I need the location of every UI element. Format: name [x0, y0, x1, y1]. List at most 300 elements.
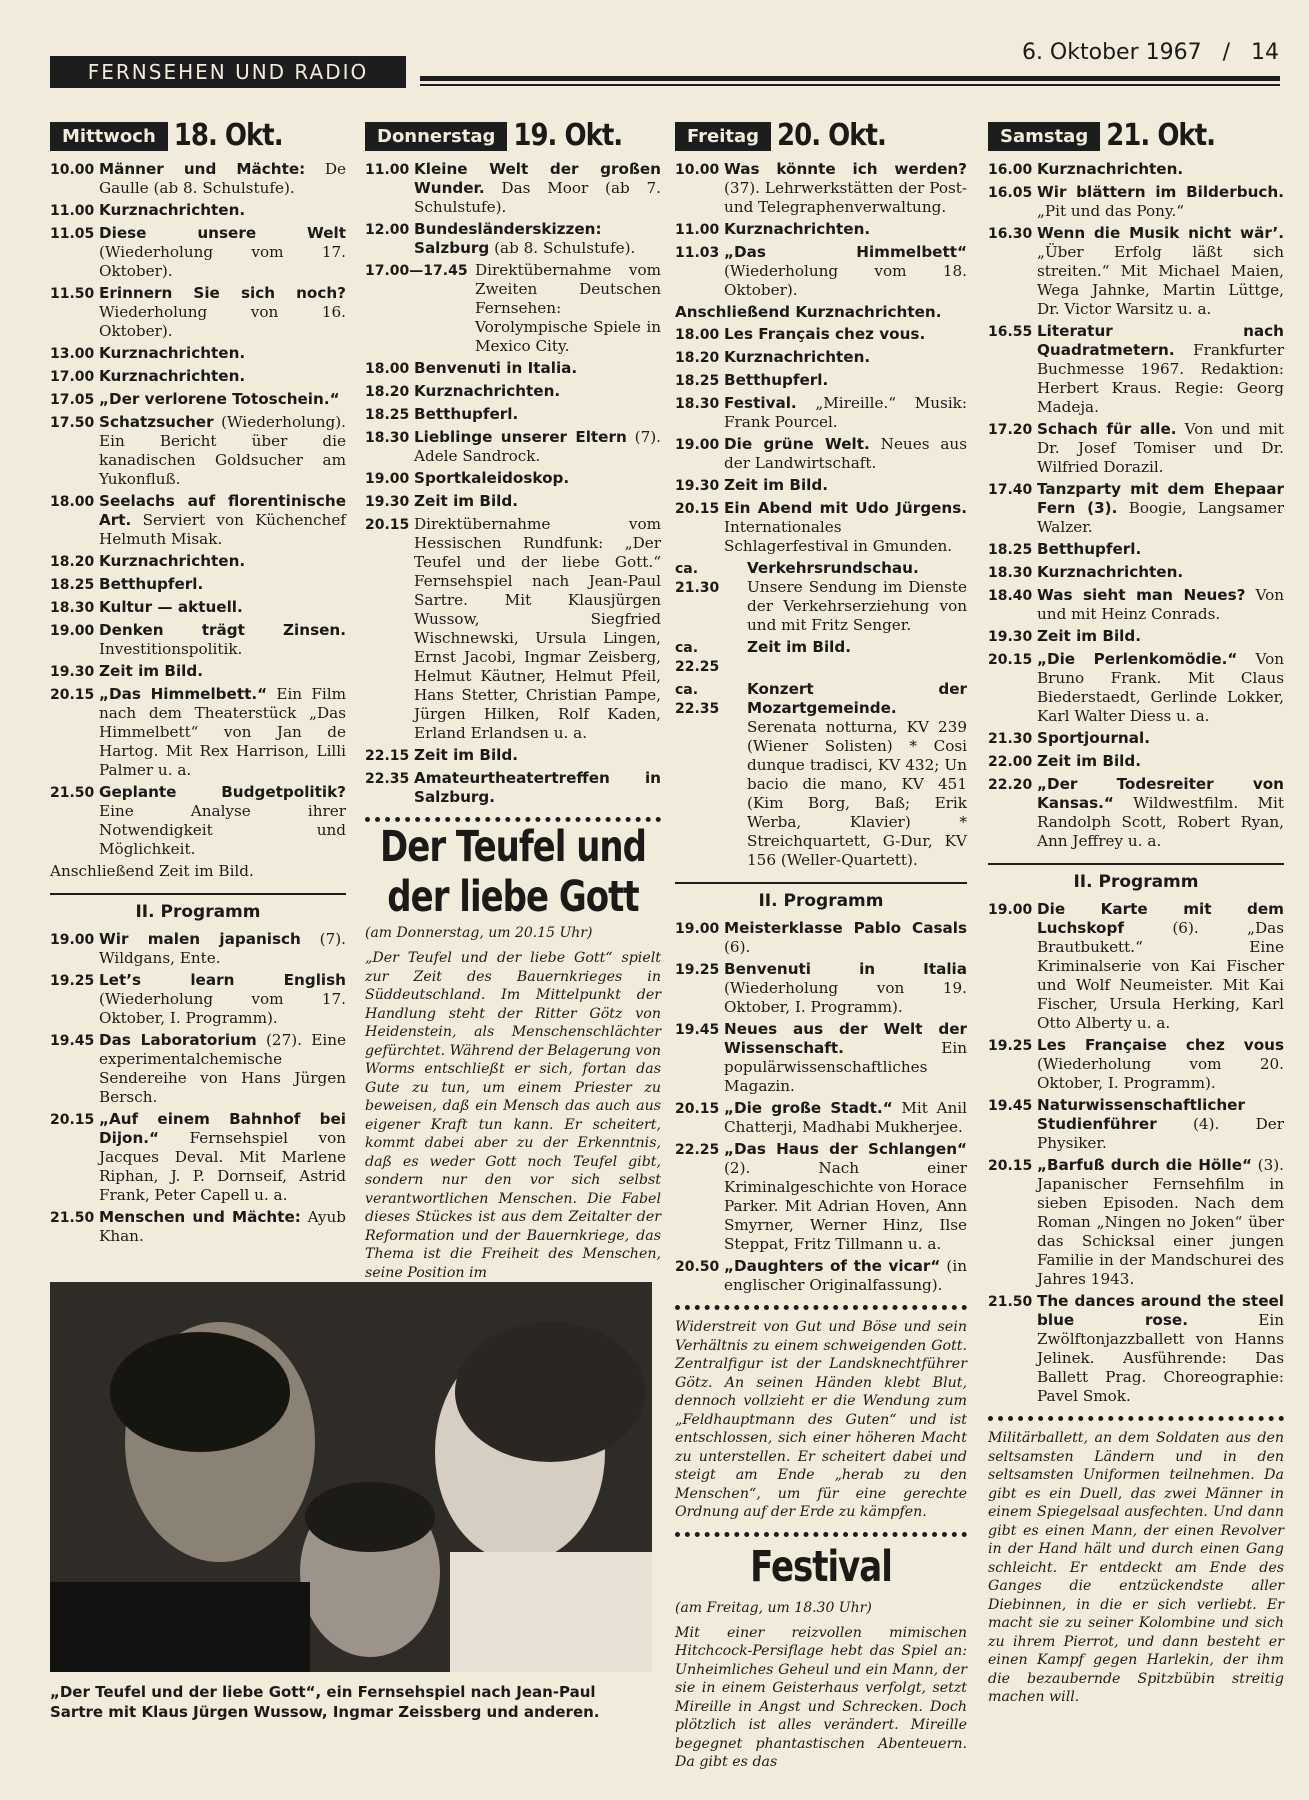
entry-text [99, 662, 346, 682]
entry-time: 20.15 [365, 517, 410, 533]
entry-description: De Gaulle (ab 8. Schulstufe). [99, 160, 346, 197]
program-entry [50, 662, 346, 682]
entry-time: 19.25 [988, 1038, 1033, 1054]
headline-line-2: der liebe Gott [387, 872, 639, 922]
program-entry [50, 930, 346, 968]
entry-text [724, 1099, 967, 1137]
program-entry [675, 919, 967, 957]
program-entry [675, 638, 967, 677]
program-entry [675, 680, 967, 870]
program-entry [50, 685, 346, 780]
entry-title: Wir blättern im Bilderbuch. [1037, 183, 1284, 201]
entry-title: Zeit im Bild. [414, 492, 519, 510]
program-entry [365, 746, 661, 766]
program-entry [675, 559, 967, 635]
entry-title: Die Karte mit dem Luchskopf [1037, 900, 1284, 937]
after-note [675, 303, 967, 322]
entry-time: 21.30 [988, 731, 1033, 747]
program-entry [675, 243, 967, 300]
entry-time: 19.30 [50, 664, 95, 680]
entry-description: (27). Eine experimentalchemische Sendereihe von Hans Jürgen Bersch. [99, 1031, 347, 1106]
festival-headline: Festival [750, 1541, 892, 1592]
day-name: Mittwoch [50, 122, 168, 151]
entry-title: Betthupferl. [99, 575, 204, 593]
entry-title: „Das Himmelbett.“ [99, 685, 268, 703]
entry-title: Seelachs auf florentinische Art. [99, 492, 346, 529]
entry-description: Ayub Khan. [99, 1208, 347, 1245]
program-entry [988, 160, 1284, 180]
entry-text [1037, 563, 1284, 583]
entry-time: 19.30 [988, 629, 1033, 645]
entry-title: Benvenuti in Italia. [414, 359, 578, 377]
entry-description: (Wiederholung vom 18. Oktober). [724, 262, 967, 299]
entry-text [99, 575, 346, 595]
program-entry [50, 1110, 346, 1205]
program-entry [988, 586, 1284, 624]
entry-title: „Das Haus der Schlangen“ [724, 1140, 967, 1158]
entry-description: Von und mit Heinz Conrads. [1037, 586, 1285, 623]
program-entry [675, 394, 967, 432]
program-entry [365, 492, 661, 512]
entry-text [724, 348, 967, 368]
program-entry [50, 201, 346, 221]
entry-title: Kurznachrichten. [99, 552, 246, 570]
entry-title: Sportjournal. [1037, 729, 1150, 747]
program-entry [675, 960, 967, 1017]
program-entry [365, 469, 661, 489]
program-entry [365, 261, 661, 356]
entry-time: 18.00 [365, 361, 410, 377]
entry-time: 19.45 [675, 1022, 720, 1038]
program-entry [365, 220, 661, 258]
day-name: Freitag [675, 122, 771, 151]
entry-time: 17.00 [50, 369, 95, 385]
entry-time: 20.50 [675, 1259, 720, 1275]
entry-time: 22.20 [988, 777, 1033, 793]
entry-time: 18.00 [50, 494, 95, 510]
program-entry [675, 348, 967, 368]
program-entry [50, 160, 346, 198]
dotted-divider [675, 1305, 967, 1310]
entry-title: „Das Himmelbett“ [724, 243, 967, 261]
entry-time: 20.15 [675, 501, 720, 517]
section-masthead [50, 56, 406, 88]
entry-time: 22.35 [365, 771, 410, 787]
entry-text [724, 160, 967, 217]
program-entry [50, 783, 346, 859]
entry-title: Les Française chez vous [1037, 1036, 1284, 1054]
entry-description: „Mireille.“ Musik: Frank Pourcel. [724, 394, 967, 431]
program-entry [50, 575, 346, 595]
program-entry [988, 1292, 1284, 1406]
entry-description: Internationales Schlagerfestival in Gmunden. [724, 518, 953, 555]
entry-title: Wir malen japanisch [99, 930, 301, 948]
entry-description: „Pit und das Pony.“ [1037, 202, 1185, 220]
entry-description: Ein populärwissenschaftliches Magazin. [724, 1039, 967, 1095]
entry-time: ca. 21.30 [675, 561, 720, 596]
entry-time: 18.20 [365, 384, 410, 400]
entry-time: 19.00 [988, 902, 1033, 918]
entry-title: Benvenuti in Italia [724, 960, 967, 978]
program-entry [50, 344, 346, 364]
entry-description: Das Moor (ab 7. Schulstufe). [414, 179, 661, 216]
entry-description: Unsere Sendung im Dienste der Verkehrserziehung von und mit Fritz Senger. [747, 578, 967, 634]
entry-text [1037, 540, 1284, 560]
entry-title: Naturwissenschaftlicher Studienführer [1037, 1096, 1245, 1133]
program-entry [50, 367, 346, 387]
column-donnerstag [365, 118, 661, 1282]
entry-title: Zeit im Bild. [724, 476, 829, 494]
entry-description: (Wiederholung). Ein Bericht über die kanadischen Goldsucher am Yukonfluß. [99, 413, 346, 488]
entry-text [99, 413, 346, 489]
entry-time: 19.30 [675, 478, 720, 494]
entry-title: Wenn die Musik nicht wär’. [1037, 224, 1284, 242]
after-note-text: Anschließend Kurznachrichten. [675, 303, 942, 321]
entry-text [724, 919, 967, 957]
entry-text [1037, 1036, 1284, 1093]
program-entry [50, 552, 346, 572]
program-entry [365, 359, 661, 379]
entry-text [724, 1020, 967, 1096]
entry-text [99, 552, 346, 572]
program-entry [365, 382, 661, 402]
column-mittwoch [50, 118, 346, 1249]
entry-text [99, 685, 346, 780]
day-date: 20. Okt. [777, 118, 886, 153]
program-entry [988, 627, 1284, 647]
entry-text [724, 960, 967, 1017]
entry-time: 19.00 [50, 623, 95, 639]
entry-description: (2). Nach einer Kriminalgeschichte von Horace Parker. Mit Adrian Hoven, Ann Smyrner, Werner Hinz, Ilse Steppat, Fritz Tillmann u. a. [724, 1159, 967, 1253]
day-header [365, 118, 661, 154]
photo-illustration [50, 1282, 652, 1672]
entry-time: 17.00—17.45 [365, 263, 468, 279]
entry-text [99, 367, 346, 387]
entry-text [1037, 627, 1284, 647]
entry-description: Serviert von Küchenchef Helmuth Misak. [99, 511, 346, 548]
entry-text [414, 428, 661, 466]
entry-title: Neues aus der Welt der Wissenschaft. [724, 1020, 967, 1057]
scene-photo [50, 1282, 652, 1672]
program-entry [988, 563, 1284, 583]
festival-body: Mit einer reizvollen mimischen Hitchcock-Persiflage hebt das Spiel an: Unheimliches Geheul und ein Mann, der sie in einem Geisterhaus verfolgt, setzt Mireille in Angst und Schrecken. Doch plötzlich ist alles verändert. Mireille begegnet phantastischen Abenteuern. Da gibt es das [675, 1624, 967, 1770]
entry-text [414, 515, 661, 743]
entry-time: 19.45 [50, 1033, 95, 1049]
program-entry [365, 769, 661, 807]
entry-text [724, 1140, 967, 1254]
entry-title: „Barfuß durch die Hölle“ [1037, 1156, 1253, 1174]
entry-description: Serenata notturna, KV 239 (Wiener Solisten) * Cosi dunque tradisci, KV 432; Un bacio die mano, KV 451 (Kim Borg, Baß; Erik Werba, Klavier) * Streichquartett, G-Dur, KV 156 (Weller-Quartett). [747, 718, 967, 869]
entry-title: Kleine Welt der großen Wunder. [414, 160, 661, 197]
entry-text [414, 382, 661, 402]
program-entry [675, 435, 967, 473]
after-note: Anschließend Zeit im Bild. [50, 862, 254, 880]
entry-text [414, 405, 661, 425]
entry-time: 18.20 [50, 554, 95, 570]
entry-title: „Die große Stadt.“ [724, 1099, 893, 1117]
column-freitag [675, 118, 967, 1772]
entry-title: „Auf einem Bahnhof bei Dijon.“ [99, 1110, 346, 1147]
entry-time: 20.15 [988, 652, 1033, 668]
program-entry [675, 371, 967, 391]
entry-description: (in englischer Originalfassung). [724, 1257, 967, 1294]
festival-subhead: (am Freitag, um 18.30 Uhr) [675, 1599, 872, 1616]
entry-text [1037, 183, 1284, 221]
entry-title: Bundesländerskizzen: Salzburg [414, 220, 602, 257]
entry-description: (Wiederholung vom 17. Oktober). [99, 243, 346, 280]
entry-text [1037, 586, 1284, 624]
entry-title: Kurznachrichten. [724, 220, 871, 238]
entry-description: (ab 8. Schulstufe). [494, 239, 636, 257]
entry-time: 19.30 [365, 494, 410, 510]
entry-description: (3). Japanischer Fernsehfilm in sieben Episoden. Nach dem Roman „Ningen no Joken“ über das Schicksal einer jungen Familie in der Mandschurei des Jahres 1943. [1037, 1156, 1284, 1288]
entry-description: (Wiederholung von 19. Oktober, I. Programm). [724, 979, 967, 1016]
entry-text [724, 220, 967, 240]
program-entry [50, 971, 346, 1028]
entry-text [99, 783, 346, 859]
program-entry [675, 160, 967, 217]
program-entry [675, 1099, 967, 1137]
entry-text [99, 621, 346, 659]
entry-description: (4). Der Physiker. [1037, 1115, 1285, 1152]
entry-description: „Über Erfolg läßt sich streiten.“ Mit Michael Maien, Wega Jahnke, Martin Lüttge, Dr. Victor Warsitz u. a. [1037, 243, 1284, 318]
entry-title: „Daughters of the vicar“ [724, 1257, 941, 1275]
program-entry [365, 160, 661, 217]
dotted-divider [988, 1416, 1284, 1421]
program-entry [50, 621, 346, 659]
entry-title: Betthupferl. [1037, 540, 1142, 558]
entry-text [1037, 1156, 1284, 1289]
entry-title: Kultur — aktuell. [99, 598, 243, 616]
entry-text [724, 371, 967, 391]
entry-time: 22.00 [988, 754, 1033, 770]
entry-text [414, 492, 661, 512]
program2-header: II. Programm [50, 893, 346, 922]
program-entry [988, 1156, 1284, 1289]
program-entry [50, 224, 346, 281]
program-entry [675, 325, 967, 345]
entry-time: 19.45 [988, 1098, 1033, 1114]
entry-title: Amateurtheatertreffen in Salzburg. [414, 769, 661, 806]
entry-description: (Wiederholung vom 20. Oktober, I. Programm). [1037, 1055, 1284, 1092]
program-entry [675, 220, 967, 240]
program-entry [50, 390, 346, 410]
entry-title: Erinnern Sie sich noch? [99, 284, 346, 302]
program-entry [988, 729, 1284, 749]
entry-title: The dances around the steel blue rose. [1037, 1292, 1284, 1329]
entry-text [414, 469, 661, 489]
program-entry [50, 492, 346, 549]
entry-time: 12.00 [365, 222, 410, 238]
program-entry [988, 420, 1284, 477]
entry-time: 20.15 [50, 1112, 95, 1128]
entry-title: Kurznachrichten. [99, 367, 246, 385]
entry-text [747, 680, 967, 870]
program-entry [365, 405, 661, 425]
entry-text [99, 1031, 346, 1107]
entry-time: 19.25 [50, 973, 95, 989]
program-entry [365, 515, 661, 743]
article-body-continued: Widerstreit von Gut und Böse und sein Verhältnis zu einem schweigenden Gott. Zentralfigur ist der Landsknechtführer Götz. An seinen Händen klebt Blut, dennoch vollzieht er die Wendung zum „Feldhauptmann des Guten“ und ist entschlossen, sich einer höheren Macht zu unterstellen. Er scheitert dabei und steigt am Ende „herab zu den Menschen“, um für eine gerechte Ordnung auf der Erde zu kämpfen. [675, 1319, 967, 1520]
entry-title: Schatzsucher [99, 413, 214, 431]
entry-time: 17.20 [988, 422, 1033, 438]
entry-text [99, 224, 346, 281]
entry-time: 18.25 [988, 542, 1033, 558]
entry-text [1037, 1096, 1284, 1153]
entry-time: 11.03 [675, 245, 720, 261]
program-entry [675, 476, 967, 496]
header-rule [420, 76, 1280, 81]
entry-time: 17.05 [50, 392, 95, 408]
entry-title: Literatur nach Quadratmetern. [1037, 322, 1284, 359]
entry-description: (7). Wildgans, Ente. [99, 930, 346, 967]
entry-title: Kurznachrichten. [99, 201, 246, 219]
entry-text [1037, 322, 1284, 417]
entry-text [99, 284, 346, 341]
entry-description: (Wiederholung vom 17. Oktober, I. Programm). [99, 990, 346, 1027]
entry-time: 19.00 [675, 437, 720, 453]
entry-time: 20.15 [50, 687, 95, 703]
entry-time: 18.25 [675, 373, 720, 389]
entry-title: Kurznachrichten. [99, 344, 246, 362]
entry-description: Mit Anil Chatterji, Madhabi Mukherjee. [724, 1099, 967, 1136]
program-entry [50, 413, 346, 489]
entry-text [1037, 480, 1284, 537]
entry-time: 16.00 [988, 162, 1033, 178]
program-entry [675, 1020, 967, 1096]
program-entry [675, 499, 967, 556]
day-date: 21. Okt. [1106, 118, 1216, 153]
entry-description: Ein Zwölftonjazzballett von Hanns Jelinek. Ausführende: Das Ballett Prag. Choreographie: Pavel Smok. [1037, 1311, 1285, 1405]
entry-text [99, 1110, 346, 1205]
entry-text [1037, 752, 1284, 772]
entry-time: 17.40 [988, 482, 1033, 498]
day-name: Donnerstag [365, 122, 507, 151]
program-entry [988, 224, 1284, 319]
entry-title: Was könnte ich werden? [724, 160, 967, 178]
day-date: 19. Okt. [513, 118, 623, 153]
entry-description: Frankfurter Buchmesse 1967. Redaktion: Herbert Kraus. Regie: Georg Madeja. [1037, 341, 1284, 416]
photo-caption: „Der Teufel und der liebe Gott“, ein Fernsehspiel nach Jean-Paul Sartre mit Klaus Jürgen Wussow, Ingmar Zeissberg und anderen. [50, 1683, 600, 1721]
program-entry [988, 1036, 1284, 1093]
entry-description: Wildwestfilm. Mit Randolph Scott, Robert Ryan, Ann Jeffrey u. a. [1037, 794, 1284, 850]
program-entry [988, 650, 1284, 726]
entry-text [414, 359, 661, 379]
entry-description: (37). Lehrwerkstätten der Post- und Telegraphenverwaltung. [724, 179, 967, 216]
entry-title: Les Français chez vous. [724, 325, 926, 343]
program-entry [988, 480, 1284, 537]
page-number: 14 [1251, 40, 1279, 65]
entry-description: Boogie, Langsamer Walzer. [1037, 499, 1285, 536]
entry-title: Zeit im Bild. [747, 638, 852, 656]
entry-time: 19.25 [675, 962, 720, 978]
day-name: Samstag [988, 122, 1100, 151]
entry-title: Tanzparty mit dem Ehepaar Fern (3). [1037, 480, 1284, 517]
entry-title: Sportkaleidoskop. [414, 469, 570, 487]
program-entry [675, 1140, 967, 1254]
article-subhead: (am Donnerstag, um 20.15 Uhr) [365, 925, 593, 941]
entry-time: 11.50 [50, 286, 95, 302]
entry-description: Investitionspolitik. [99, 640, 243, 658]
entry-text [724, 499, 967, 556]
entry-text [99, 492, 346, 549]
entry-title: Geplante Budgetpolitik? [99, 783, 346, 801]
entry-title: Die grüne Welt. [724, 435, 870, 453]
program-entry [50, 1031, 346, 1107]
program-entry [50, 598, 346, 618]
entry-text [1037, 650, 1284, 726]
entry-time: 18.25 [50, 577, 95, 593]
issue-date: 6. Oktober 1967 / 14 [1021, 40, 1279, 65]
program-entry [988, 775, 1284, 851]
program-entry [50, 1208, 346, 1246]
day-date: 18. Okt. [173, 118, 283, 153]
entry-time: ca. 22.35 [675, 682, 720, 717]
entry-text [724, 394, 967, 432]
program-entry [988, 752, 1284, 772]
entry-time: 22.15 [365, 748, 410, 764]
entry-title: Betthupferl. [724, 371, 829, 389]
entry-description: Fernsehspiel von Jacques Deval. Mit Marlene Riphan, J. P. Dornseif, Astrid Frank, Peter Capell u. a. [99, 1129, 346, 1204]
program2-header: II. Programm [675, 882, 967, 911]
entry-time: 19.00 [365, 471, 410, 487]
entry-time: 18.25 [365, 407, 410, 423]
entry-title: Kurznachrichten. [1037, 160, 1184, 178]
day-header [50, 118, 346, 154]
entry-title: Denken trägt Zinsen. [99, 621, 346, 639]
entry-time: 16.05 [988, 185, 1033, 201]
entry-title: Meisterklasse Pablo Casals [724, 919, 967, 937]
date-text: 6. Oktober 1967 [1021, 40, 1202, 65]
entry-text [724, 1257, 967, 1295]
program-entry [988, 540, 1284, 560]
article-body: „Der Teufel und der liebe Gott“ spielt zur Zeit des Bauernkrieges in Süddeutschland. Im Mittelpunkt der Handlung steht der Ritter Götz von Heidenstein, als Menschenschlächter gefürchtet. Während der Belagerung von Worms entschließt er sich, fortan das Gute zu tun, um einem Priester zu beweisen, daß ein Mensch das auch aus eigener Kraft tun kann. Er scheitert, kommt dabei aber zu der Erkenntnis, daß es weder Gott noch Teufel gibt, sondern nur den vor sich selbst verantwortlichen Menschen. Die Fabel dieses Stückes ist aus dem Zeitalter der Reformation und der Bauernkriege, das Thema ist die Freiheit des Menschen, seine Position im [365, 950, 661, 1281]
entry-time: 10.00 [675, 162, 720, 178]
program-entry [988, 183, 1284, 221]
entry-description: (6). [724, 938, 751, 956]
entry-title: Schach für alle. [1037, 420, 1177, 438]
entry-text [99, 971, 346, 1028]
entry-title: Konzert der Mozartgemeinde. [747, 680, 967, 717]
entry-text [1037, 160, 1284, 180]
entry-time: 18.40 [988, 588, 1033, 604]
entry-text [99, 1208, 346, 1246]
entry-time: 11.05 [50, 226, 95, 242]
entry-title: Was sieht man Neues? [1037, 586, 1246, 604]
headline-line-1: Der Teufel und [380, 822, 646, 872]
entry-title: Diese unsere Welt [99, 224, 346, 242]
entry-title: Zeit im Bild. [99, 662, 204, 680]
dotted-divider [675, 1532, 967, 1537]
entry-time: 17.50 [50, 415, 95, 431]
entry-title: Festival. [724, 394, 797, 412]
entry-description: Direktübernahme vom Hessischen Rundfunk: „Der Teufel und der liebe Gott.“ Fernsehspiel nach Jean-Paul Sartre. Mit Klausjürgen Wussow, Siegfried Wischnewski, Ursula Lingen, Ernst Jacobi, Ingmar Zeisberg, Helmut Käutner, Helmut Pfeil, Hans Stetter, Christian Pampe, Jürgen Hilken, Rolf Kaden, Erland Erlandsen u. a. [414, 515, 661, 742]
entry-text [99, 598, 346, 618]
program-entry [675, 1257, 967, 1295]
entry-text [724, 325, 967, 345]
entry-text [414, 769, 661, 807]
entry-time: 11.00 [365, 162, 410, 178]
column-samstag [988, 118, 1284, 1707]
entry-time: 18.30 [675, 396, 720, 412]
entry-text [475, 261, 661, 356]
entry-time: 16.55 [988, 324, 1033, 340]
program-entry [988, 1096, 1284, 1153]
entry-time: 21.50 [50, 785, 95, 801]
entry-title: „Der Todesreiter von Kansas.“ [1037, 775, 1284, 812]
entry-time: 10.00 [50, 162, 95, 178]
entry-title: Betthupferl. [414, 405, 519, 423]
